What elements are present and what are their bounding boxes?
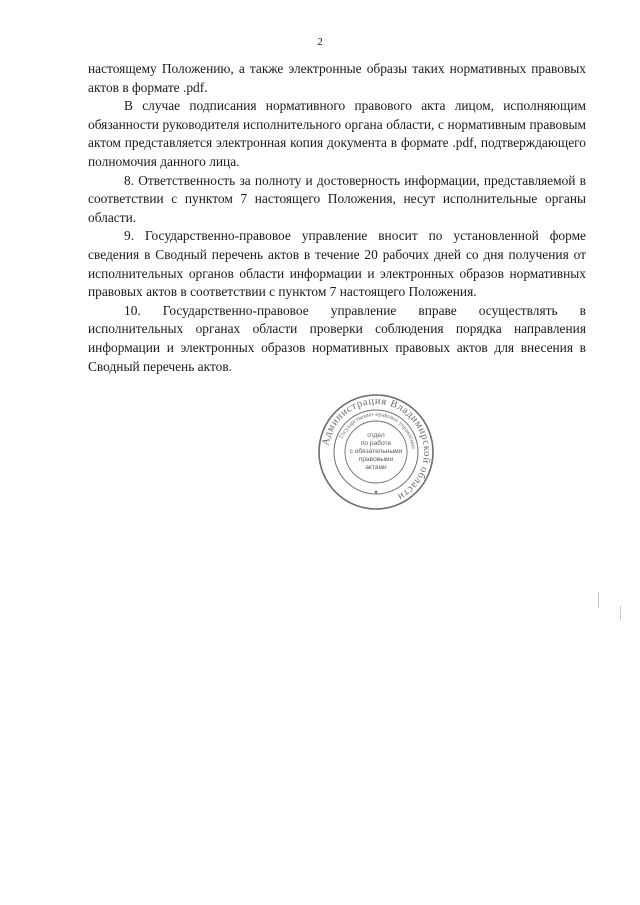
paragraph-acting-head: В случае подписания нормативного правового акта лицом, исполняющим обязанности руководителя исполнительного органа области, с нормативным правовым актом представляется электронная копия документа в формате .pdf, подтверждающего полномочия данного лица.	[88, 98, 586, 169]
scan-artifact	[598, 592, 599, 608]
document-body	[88, 60, 586, 376]
stamp-center-line-2: по работе	[360, 440, 392, 447]
scan-artifact	[620, 606, 621, 620]
stamp-center-line-3: с обязательными	[349, 448, 403, 455]
paragraph-item-9: 9. Государственно-правовое управление вносит по установленной форме сведения в Сводный перечень актов в течение 20 рабочих дней со дня получения от исполнительных органов области информации и электронных образов нормативных правовых актов в соответствии с пунктом 7 настоящего Положения.	[88, 228, 586, 300]
page-number: 2	[317, 36, 323, 48]
stamp-center-line-5: актами	[365, 464, 387, 471]
paragraph-item-8: 8. Ответственность за полноту и достоверность информации, представляемой в соответствии с пунктом 7 настоящего Положения, несут исполнительные органы области.	[88, 172, 586, 225]
official-stamp	[316, 392, 436, 512]
paragraph-item-10: 10. Государственно-правовое управление вправе осуществлять в исполнительных органах области проверки соблюдения порядка направления информации и электронных образов нормативных правовых актов для внесения в Сводный перечень актов.	[88, 302, 586, 374]
stamp-center-line-1: отдел	[367, 432, 385, 439]
paragraph-continuation: настоящему Положению, а также электронные образы таких нормативных правовых актов в формате .pdf.	[88, 61, 586, 95]
stamp-center-line-4: правовыми	[358, 456, 394, 463]
stamp-outer-text: Администрация Владимирской области	[320, 395, 433, 503]
stamp-inner-text: Государственно-правовое управление	[338, 411, 416, 450]
